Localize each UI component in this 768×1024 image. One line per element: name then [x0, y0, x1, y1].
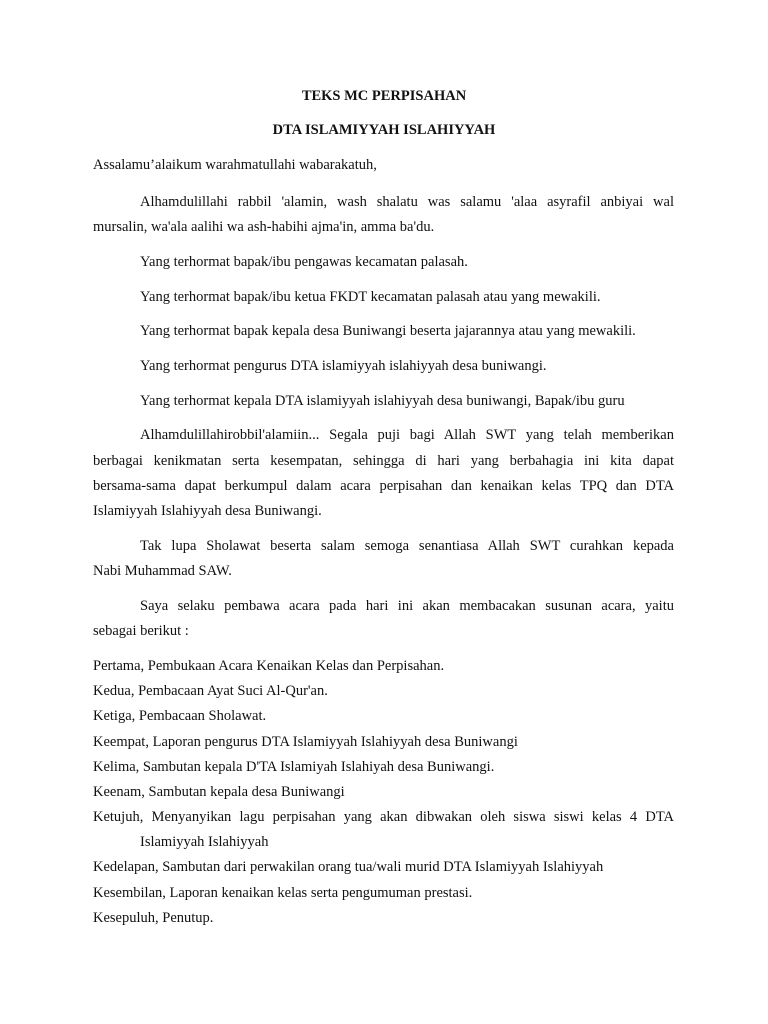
intro-line-2: sebagai berikut : [93, 623, 189, 639]
praise-line-1: Alhamdulillahirobbil'alamiin... Segala puji bagi Allah SWT yang telah memberikan [140, 427, 674, 443]
document-title: TEKS MC PERPISAHAN [301, 88, 467, 104]
agenda-item-1: Pertama, Pembukaan Acara Kenaikan Kelas dan Perpisahan. [93, 658, 445, 674]
praise-line-2: berbagai kenikmatan serta kesempatan, sehingga di hari yang berbahagia ini kita dapat [93, 453, 674, 469]
agenda-item-2: Kedua, Pembacaan Ayat Suci Al-Qur'an. [93, 683, 328, 699]
agenda-item-9: Kesembilan, Laporan kenaikan kelas serta pengumuman prestasi. [93, 885, 473, 901]
agenda-item-7-line-1: Ketujuh, Menyanyikan lagu perpisahan yang akan dibwakan oleh siswa siswi kelas 4 DTA [93, 809, 674, 825]
agenda-item-3: Ketiga, Pembacaan Sholawat. [93, 708, 267, 724]
document-subtitle: DTA ISLAMIYYAH ISLAHIYYAH [272, 122, 496, 138]
respect-line-2: Yang terhormat bapak/ibu ketua FKDT kecamatan palasah atau yang mewakili. [140, 289, 601, 305]
respect-line-4: Yang terhormat pengurus DTA islamiyyah islahiyyah desa buniwangi. [140, 358, 547, 374]
agenda-item-10: Kesepuluh, Penutup. [93, 910, 214, 926]
opening-line-2: mursalin, wa'ala aalihi wa ash-habihi ajma'in, amma ba'du. [93, 219, 435, 235]
agenda-item-5: Kelima, Sambutan kepala D'TA Islamiyah Islahiyah desa Buniwangi. [93, 759, 495, 775]
praise-line-3: bersama-sama dapat berkumpul dalam acara perpisahan dan kenaikan kelas TPQ dan DTA [93, 478, 674, 494]
agenda-item-8: Kedelapan, Sambutan dari perwakilan orang tua/wali murid DTA Islamiyyah Islahiyyah [93, 859, 604, 875]
agenda-item-7-line-2: Islamiyyah Islahiyyah [140, 834, 269, 850]
opening-line-1: Alhamdulillahi rabbil 'alamin, wash shalatu was salamu 'alaa asyrafil anbiyai wal [140, 194, 674, 210]
respect-line-5: Yang terhormat kepala DTA islamiyyah islahiyyah desa buniwangi, Bapak/ibu guru [140, 393, 625, 409]
agenda-item-6: Keenam, Sambutan kepala desa Buniwangi [93, 784, 345, 800]
sholawat-line-1: Tak lupa Sholawat beserta salam semoga senantiasa Allah SWT curahkan kepada [140, 538, 674, 554]
respect-line-3: Yang terhormat bapak kepala desa Buniwangi beserta jajarannya atau yang mewakili. [140, 323, 636, 339]
praise-line-4: Islamiyyah Islahiyyah desa Buniwangi. [93, 503, 322, 519]
agenda-item-4: Keempat, Laporan pengurus DTA Islamiyyah Islahiyyah desa Buniwangi [93, 734, 518, 750]
greeting-line: Assalamu’alaikum warahmatullahi wabarakatuh, [93, 157, 377, 173]
respect-line-1: Yang terhormat bapak/ibu pengawas kecamatan palasah. [140, 254, 468, 270]
sholawat-line-2: Nabi Muhammad SAW. [93, 563, 232, 579]
intro-line-1: Saya selaku pembawa acara pada hari ini akan membacakan susunan acara, yaitu [140, 598, 674, 614]
